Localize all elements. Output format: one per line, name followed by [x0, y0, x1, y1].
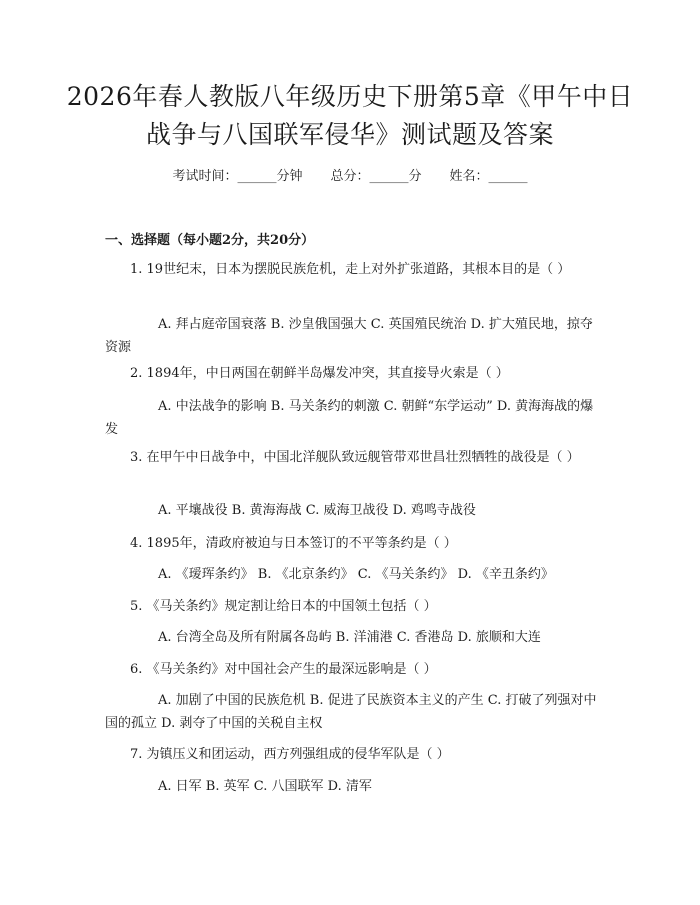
question-6-stem: 6. 《马关条约》对中国社会产生的最深远影响是（ ）: [130, 662, 437, 677]
section-heading-choice: 一、选择题（每小题2分，共20分）: [105, 233, 315, 248]
question-4-stem: 4. 1895年，清政府被迫与日本签订的不平等条约是（ ）: [130, 536, 457, 551]
question-3-options: A. 平壤战役 B. 黄海海战 C. 威海卫战役 D. 鸡鸣寺战役: [158, 503, 476, 518]
question-7-stem: 7. 为镇压义和团运动，西方列强组成的侵华军队是（ ）: [130, 747, 450, 762]
name-field: 姓名：______: [449, 169, 528, 184]
question-1-stem: 1. 19世纪末，日本为摆脱民族危机，走上对外扩张道路，其根本目的是（ ）: [130, 262, 571, 277]
question-2-options: A. 中法战争的影响 B. 马关条约的刺激 C. 朝鲜“东学运动” D. 黄海海战的爆发: [105, 399, 594, 437]
exam-time-field: 考试时间：______分钟: [172, 169, 303, 184]
total-score-field: 总分：______分: [330, 169, 422, 184]
question-5-stem: 5. 《马关条约》规定割让给日本的中国领土包括（ ）: [130, 599, 437, 614]
question-6-options: A. 加剧了中国的民族危机 B. 促进了民族资本主义的产生 C. 打破了列强对中国的孤立 D. 剥夺了中国的关税自主权: [105, 693, 597, 731]
question-4-options: A. 《瑷珲条约》 B. 《北京条约》 C. 《马关条约》 D. 《辛丑条约》: [158, 567, 554, 582]
exam-meta-line: [0, 167, 700, 187]
document-title: 2026年春人教版八年级历史下册第5章《甲午中日战争与八国联军侵华》测试题及答案: [66, 82, 634, 149]
question-5-options: A. 台湾全岛及所有附属各岛屿 B. 洋浦港 C. 香港岛 D. 旅顺和大连: [158, 630, 541, 645]
question-3-stem: 3. 在甲午中日战争中，中国北洋舰队致远舰管带邓世昌壮烈牺牲的战役是（ ）: [130, 450, 580, 465]
question-7-options: A. 日军 B. 英军 C. 八国联军 D. 清军: [158, 779, 372, 794]
question-1-options: A. 拜占庭帝国衰落 B. 沙皇俄国强大 C. 英国殖民统治 D. 扩大殖民地，掠夺资源: [105, 317, 593, 355]
question-2-stem: 2. 1894年，中日两国在朝鲜半岛爆发冲突，其直接导火索是（ ）: [130, 366, 509, 381]
